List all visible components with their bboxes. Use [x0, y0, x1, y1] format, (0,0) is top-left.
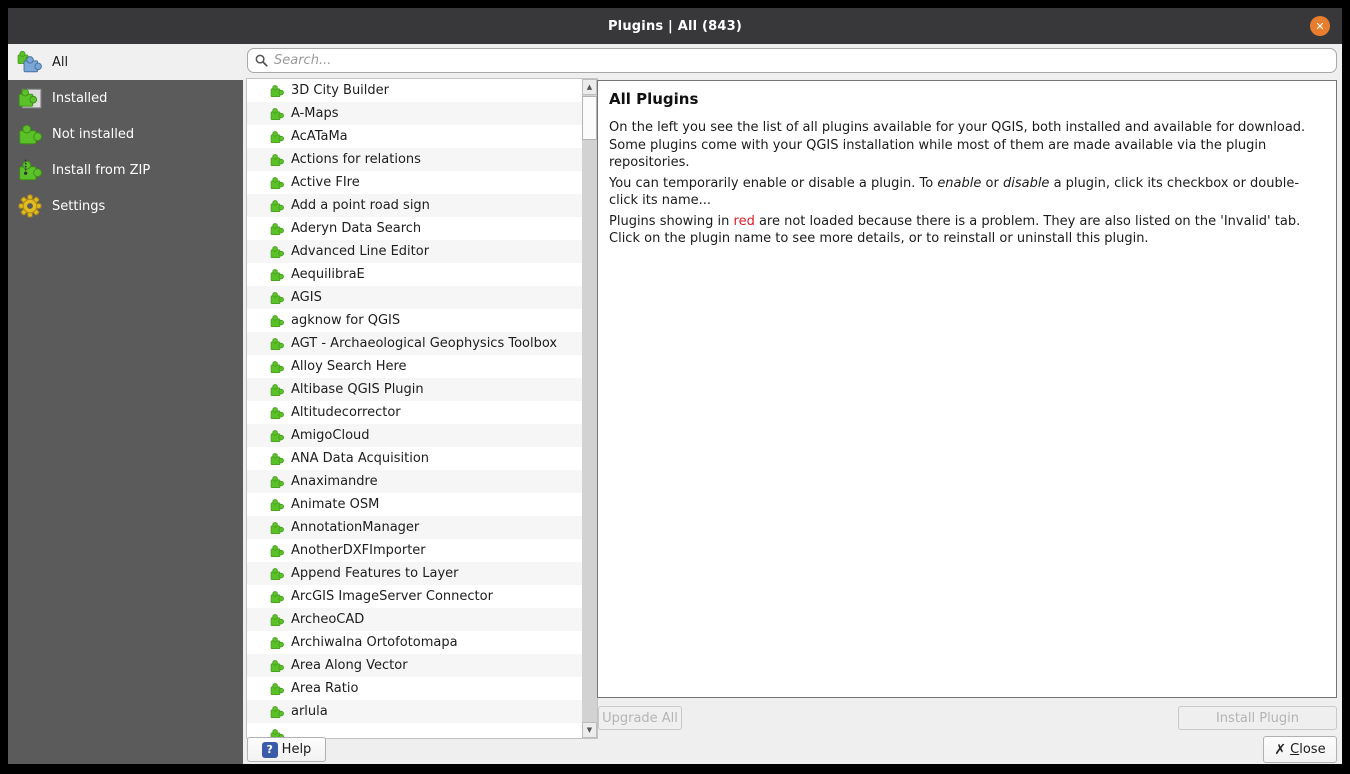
plugin-icon [270, 498, 284, 512]
plugin-icon [270, 636, 284, 650]
plugin-icon [270, 475, 284, 489]
settings-gear-icon [17, 193, 43, 219]
plugin-list-item[interactable] [247, 286, 582, 309]
sidebar-item-label: Install from ZIP [52, 162, 151, 178]
help-icon: ? [262, 742, 278, 758]
plugin-name: Aderyn Data Search [291, 221, 422, 236]
plugin-list-item[interactable] [247, 516, 582, 539]
upgrade-all-button[interactable]: Upgrade All [598, 706, 682, 730]
plugin-list-item[interactable] [247, 194, 582, 217]
plugin-name: ArcheoCAD [291, 612, 365, 627]
plugin-list-item[interactable] [247, 723, 582, 738]
plugin-icon [270, 107, 284, 121]
scroll-up-icon[interactable]: ▲ [582, 79, 597, 95]
sidebar-item-label: All [52, 54, 69, 70]
plugin-icon [270, 613, 284, 627]
plugin-icon [270, 314, 284, 328]
plugin-name: AequilibraE [291, 267, 365, 282]
sidebar-item-label: Installed [52, 90, 108, 106]
plugin-icon [270, 682, 284, 696]
plugin-name: AmigoCloud [291, 428, 370, 443]
plugin-icon [270, 429, 284, 443]
plugin-name: AcATaMa [291, 129, 348, 144]
plugin-name: Area Ratio [291, 681, 359, 696]
titlebar [8, 8, 1342, 44]
plugin-icon [270, 222, 284, 236]
plugin-list-item[interactable] [247, 148, 582, 171]
plugin-list-item[interactable] [247, 263, 582, 286]
plugin-icon [270, 705, 284, 719]
plugin-list [246, 78, 598, 739]
plugin-list-item[interactable] [247, 631, 582, 654]
plugin-name: AnnotationManager [291, 520, 420, 535]
plugin-name: Advanced Line Editor [291, 244, 430, 259]
plugin-icon [270, 383, 284, 397]
plugin-list-scrollbar[interactable] [582, 79, 597, 738]
plugin-icon [270, 291, 284, 305]
plugin-list-item[interactable] [247, 378, 582, 401]
close-button[interactable]: ✗ Close [1263, 736, 1337, 763]
sidebar [8, 44, 243, 764]
plugin-name: ArcGIS ImageServer Connector [291, 589, 493, 604]
search-input[interactable] [274, 53, 1330, 68]
plugin-list-item[interactable] [247, 447, 582, 470]
search-box [247, 48, 1337, 73]
plugin-name: AGIS [291, 290, 322, 305]
close-x-icon: ✗ [1274, 741, 1287, 758]
all-plugins-icon [17, 49, 43, 75]
plugin-icon [270, 659, 284, 673]
plugin-list-item[interactable] [247, 102, 582, 125]
plugin-name: Altitudecorrector [291, 405, 401, 420]
plugin-name: Append Features to Layer [291, 566, 459, 581]
sidebar-item-installed[interactable] [8, 80, 243, 116]
plugin-icon [270, 360, 284, 374]
plugin-icon [270, 567, 284, 581]
plugin-name: Altibase QGIS Plugin [291, 382, 424, 397]
plugin-name: A-Maps [291, 106, 339, 121]
sidebar-item-all[interactable] [8, 44, 243, 80]
plugin-icon [270, 153, 284, 167]
plugin-icon [270, 521, 284, 535]
details-paragraph-2: You can temporarily enable or disable a plugin. To enable or disable a plugin, click its checkbox or double-click its name... [609, 175, 1300, 208]
plugin-icon [270, 590, 284, 604]
install-from-zip-icon [17, 157, 43, 183]
plugin-icon [270, 337, 284, 351]
install-plugin-button[interactable]: Install Plugin [1178, 706, 1337, 730]
sidebar-item-label: Not installed [52, 126, 135, 142]
plugin-details-panel [597, 80, 1337, 698]
plugin-icon [270, 544, 284, 558]
plugin-name: ANA Data Acquisition [291, 451, 430, 466]
plugin-list-item[interactable] [247, 332, 582, 355]
scroll-down-icon[interactable]: ▼ [582, 722, 597, 738]
sidebar-item-not-installed[interactable] [8, 116, 243, 152]
plugin-name: Active FIre [291, 175, 360, 190]
plugin-list-item[interactable] [247, 424, 582, 447]
sidebar-item-label: Settings [52, 198, 106, 214]
sidebar-item-settings[interactable] [8, 188, 243, 224]
window-title: Plugins | All (843) [607, 18, 743, 34]
plugin-name: Add a point road sign [291, 198, 430, 213]
plugin-list-item[interactable] [247, 677, 582, 700]
plugin-name: Anaximandre [291, 474, 378, 489]
plugin-list-item[interactable] [247, 79, 582, 102]
plugin-list-item[interactable] [247, 539, 582, 562]
not-installed-plugin-icon [17, 121, 43, 147]
plugin-name: Actions for relations [291, 152, 421, 167]
plugin-list-item[interactable] [247, 309, 582, 332]
details-heading: All Plugins [609, 90, 699, 108]
plugin-icon [270, 84, 284, 98]
plugin-name: Archiwalna Ortofotomapa [291, 635, 458, 650]
plugin-icon [270, 130, 284, 144]
plugin-list-item[interactable] [247, 585, 582, 608]
plugins-dialog [8, 8, 1342, 764]
plugin-list-item[interactable] [247, 700, 582, 723]
plugin-list-item[interactable] [247, 240, 582, 263]
plugin-icon [270, 245, 284, 259]
plugin-name: Area Along Vector [291, 658, 408, 673]
search-icon [254, 53, 269, 68]
plugin-name: agknow for QGIS [291, 313, 401, 328]
plugin-name: Animate OSM [291, 497, 380, 512]
plugin-icon [270, 406, 284, 420]
plugin-list-item[interactable] [247, 608, 582, 631]
plugin-list-item[interactable] [247, 562, 582, 585]
plugin-name: 3D City Builder [291, 83, 390, 98]
details-paragraph-1: On the left you see the list of all plugins available for your QGIS, both installed and available for download. Some plugins come with your QGIS installation while most of them are made available via the plugin repositories. [609, 120, 1306, 170]
plugin-name: AGT - Archaeological Geophysics Toolbox [291, 336, 558, 351]
plugin-icon [270, 452, 284, 466]
sidebar-item-install-from-zip[interactable] [8, 152, 243, 188]
details-paragraph-3: Plugins showing in red are not loaded because there is a problem. They are also listed on the 'Invalid' tab. Click on the plugin name to see more details, or to reinstall or uninstall this plugin. [609, 213, 1301, 246]
plugin-list-item[interactable] [247, 493, 582, 516]
scrollbar-thumb[interactable] [582, 96, 597, 140]
plugin-icon [270, 176, 284, 190]
window-close-icon[interactable]: ✕ [1310, 16, 1330, 36]
plugin-list-item[interactable] [247, 217, 582, 240]
plugin-list-item[interactable] [247, 654, 582, 677]
plugin-list-item[interactable] [247, 355, 582, 378]
plugin-icon [270, 199, 284, 213]
plugin-rows [247, 79, 582, 738]
installed-plugin-icon [17, 85, 43, 111]
plugin-name: AnotherDXFImporter [291, 543, 426, 558]
plugin-name: Alloy Search Here [291, 359, 407, 374]
help-button[interactable]: ? Help [247, 737, 326, 762]
plugin-list-item[interactable] [247, 171, 582, 194]
plugin-list-item[interactable] [247, 470, 582, 493]
plugin-list-item[interactable] [247, 125, 582, 148]
plugin-icon [270, 268, 284, 282]
plugin-list-item[interactable] [247, 401, 582, 424]
plugin-name: arlula [291, 704, 328, 719]
